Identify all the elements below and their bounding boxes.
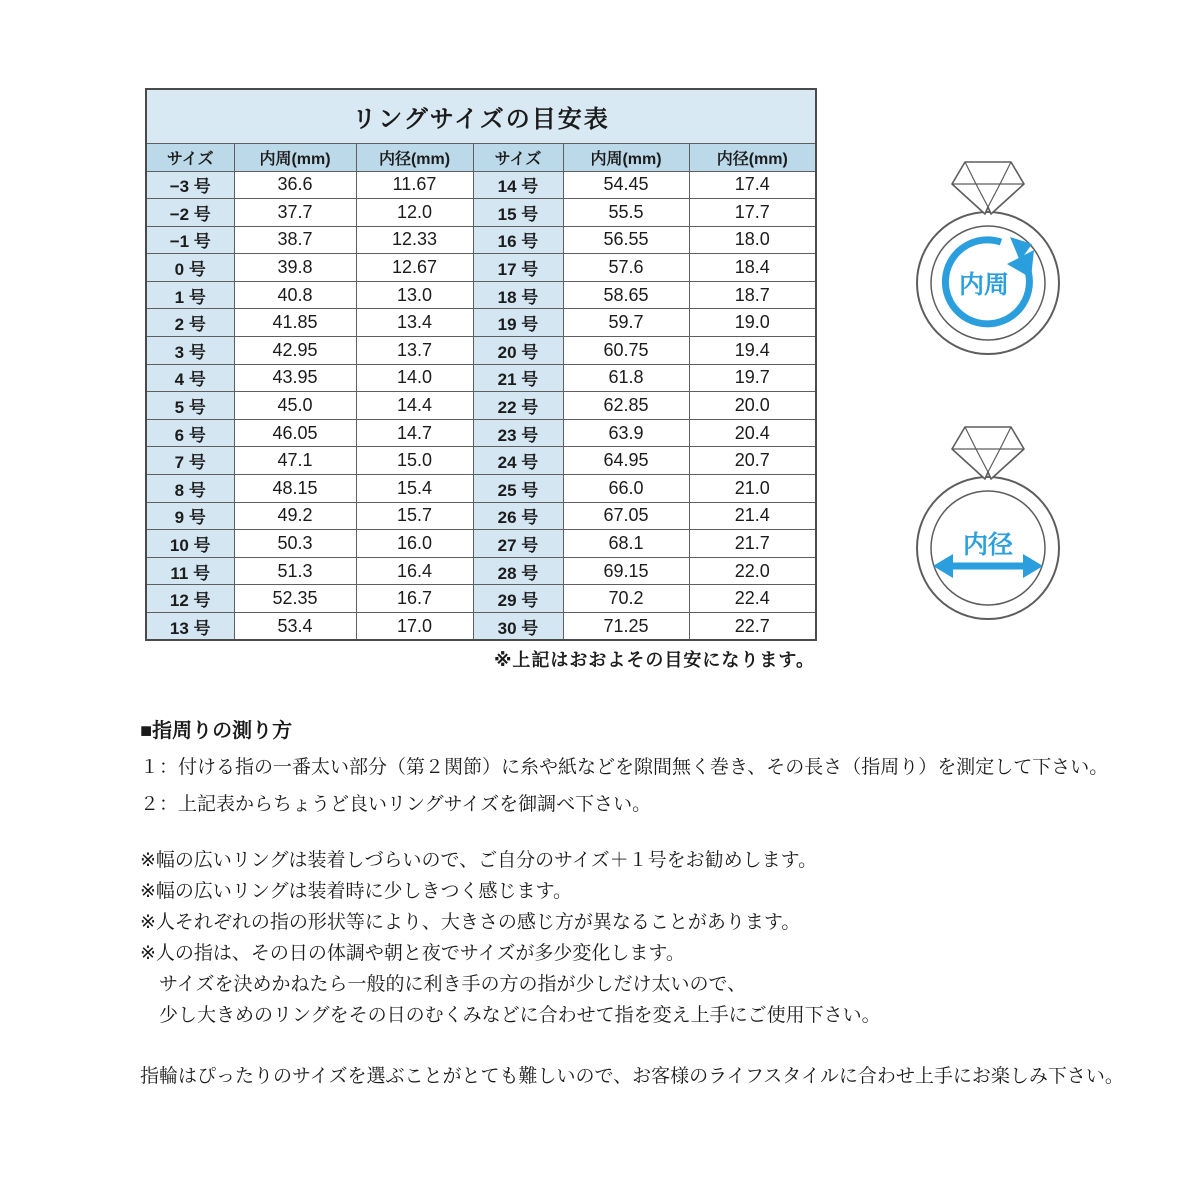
size-cell: 25 号: [473, 475, 563, 503]
value-cell: 16.4: [356, 557, 473, 585]
value-cell: 15.4: [356, 475, 473, 503]
column-header: 内径(mm): [689, 143, 816, 171]
column-header: 内径(mm): [356, 143, 473, 171]
value-cell: 71.25: [563, 613, 689, 641]
table-row: [146, 337, 816, 365]
value-cell: 56.55: [563, 226, 689, 254]
size-cell: 4 号: [146, 364, 234, 392]
value-cell: 19.0: [689, 309, 816, 337]
inner-circumference-label: 内周: [958, 271, 1010, 299]
value-cell: 17.7: [689, 199, 816, 227]
value-cell: 39.8: [234, 254, 356, 282]
ring-with-diameter-arrow-icon: [906, 415, 1070, 625]
column-header: サイズ: [146, 143, 234, 171]
value-cell: 14.7: [356, 419, 473, 447]
value-cell: 40.8: [234, 281, 356, 309]
measuring-step-2: ２：上記表からちょうど良いリングサイズを御調べ下さい。: [140, 794, 652, 815]
value-cell: 17.4: [689, 171, 816, 199]
ring-with-circumference-arrow-icon: [906, 150, 1070, 360]
column-header: 内周(mm): [234, 143, 356, 171]
size-cell: 24 号: [473, 447, 563, 475]
size-cell: −1 号: [146, 226, 234, 254]
value-cell: 18.4: [689, 254, 816, 282]
table-row: [146, 199, 816, 227]
size-cell: 3 号: [146, 337, 234, 365]
value-cell: 12.67: [356, 254, 473, 282]
inner-diameter-illustration: [906, 415, 1070, 625]
size-cell: 21 号: [473, 364, 563, 392]
size-cell: 14 号: [473, 171, 563, 199]
table-row: [146, 447, 816, 475]
table-row: [146, 309, 816, 337]
table-row: [146, 171, 816, 199]
value-cell: 41.85: [234, 309, 356, 337]
value-cell: 14.0: [356, 364, 473, 392]
table-row: [146, 475, 816, 503]
table-header-row: [146, 143, 816, 171]
size-cell: 15 号: [473, 199, 563, 227]
ring-size-table: [145, 88, 815, 641]
table-row: [146, 613, 816, 641]
value-cell: 59.7: [563, 309, 689, 337]
size-cell: 11 号: [146, 557, 234, 585]
value-cell: 11.67: [356, 171, 473, 199]
value-cell: 13.0: [356, 281, 473, 309]
value-cell: 48.15: [234, 475, 356, 503]
value-cell: 61.8: [563, 364, 689, 392]
value-cell: 13.4: [356, 309, 473, 337]
value-cell: 57.6: [563, 254, 689, 282]
table-note: ※上記はおおよその目安になります。: [493, 650, 815, 670]
value-cell: 16.7: [356, 585, 473, 613]
note-line: ※幅の広いリングは装着時に少しきつく感じます。: [140, 881, 573, 902]
table-row: [146, 392, 816, 420]
size-cell: 17 号: [473, 254, 563, 282]
table-row: [146, 419, 816, 447]
size-cell: 13 号: [146, 613, 234, 641]
table-row: [146, 226, 816, 254]
value-cell: 54.45: [563, 171, 689, 199]
size-cell: 8 号: [146, 475, 234, 503]
value-cell: 51.3: [234, 557, 356, 585]
value-cell: 36.6: [234, 171, 356, 199]
value-cell: 20.0: [689, 392, 816, 420]
size-cell: 20 号: [473, 337, 563, 365]
table-row: [146, 254, 816, 282]
value-cell: 20.7: [689, 447, 816, 475]
size-cell: 0 号: [146, 254, 234, 282]
value-cell: 22.7: [689, 613, 816, 641]
note-line: サイズを決めかねたら一般的に利き手の方の指が少しだけ太いので、: [140, 974, 747, 995]
size-cell: 29 号: [473, 585, 563, 613]
size-cell: 6 号: [146, 419, 234, 447]
size-cell: 19 号: [473, 309, 563, 337]
value-cell: 45.0: [234, 392, 356, 420]
value-cell: 20.4: [689, 419, 816, 447]
value-cell: 63.9: [563, 419, 689, 447]
note-line: 少し大きめのリングをその日のむくみなどに合わせて指を変え上手にご使用下さい。: [140, 1005, 881, 1026]
value-cell: 19.4: [689, 337, 816, 365]
table-row: [146, 530, 816, 558]
value-cell: 16.0: [356, 530, 473, 558]
value-cell: 37.7: [234, 199, 356, 227]
value-cell: 42.95: [234, 337, 356, 365]
value-cell: 69.15: [563, 557, 689, 585]
value-cell: 50.3: [234, 530, 356, 558]
measuring-heading: ■指周りの測り方: [140, 720, 293, 742]
value-cell: 68.1: [563, 530, 689, 558]
value-cell: 12.33: [356, 226, 473, 254]
size-cell: 1 号: [146, 281, 234, 309]
measuring-step-1: １：付ける指の一番太い部分（第２関節）に糸や紙などを隙間無く巻き、その長さ（指周り）を測定して下さい。: [140, 757, 1109, 778]
table-row: [146, 585, 816, 613]
value-cell: 55.5: [563, 199, 689, 227]
value-cell: 67.05: [563, 502, 689, 530]
size-cell: 7 号: [146, 447, 234, 475]
size-cell: 2 号: [146, 309, 234, 337]
value-cell: 19.7: [689, 364, 816, 392]
value-cell: 52.35: [234, 585, 356, 613]
column-header: サイズ: [473, 143, 563, 171]
value-cell: 15.7: [356, 502, 473, 530]
value-cell: 22.4: [689, 585, 816, 613]
value-cell: 47.1: [234, 447, 356, 475]
size-cell: 18 号: [473, 281, 563, 309]
note-line: ※人それぞれの指の形状等により、大きさの感じ方が異なることがあります。: [140, 912, 801, 933]
size-cell: 27 号: [473, 530, 563, 558]
inner-circumference-illustration: [906, 150, 1070, 360]
value-cell: 21.4: [689, 502, 816, 530]
value-cell: 66.0: [563, 475, 689, 503]
value-cell: 58.65: [563, 281, 689, 309]
size-cell: 30 号: [473, 613, 563, 641]
value-cell: 53.4: [234, 613, 356, 641]
size-cell: 10 号: [146, 530, 234, 558]
table-row: [146, 502, 816, 530]
size-cell: 23 号: [473, 419, 563, 447]
size-cell: 12 号: [146, 585, 234, 613]
value-cell: 17.0: [356, 613, 473, 641]
value-cell: 21.0: [689, 475, 816, 503]
value-cell: 60.75: [563, 337, 689, 365]
value-cell: 18.7: [689, 281, 816, 309]
value-cell: 13.7: [356, 337, 473, 365]
value-cell: 70.2: [563, 585, 689, 613]
size-cell: 28 号: [473, 557, 563, 585]
table-title: リングサイズの目安表: [146, 89, 816, 143]
size-cell: −2 号: [146, 199, 234, 227]
table-row: [146, 557, 816, 585]
size-cell: 16 号: [473, 226, 563, 254]
value-cell: 22.0: [689, 557, 816, 585]
value-cell: 46.05: [234, 419, 356, 447]
value-cell: 14.4: [356, 392, 473, 420]
value-cell: 62.85: [563, 392, 689, 420]
value-cell: 18.0: [689, 226, 816, 254]
note-line: ※幅の広いリングは装着しづらいので、ご自分のサイズ＋１号をお勧めします。: [140, 850, 818, 871]
value-cell: 12.0: [356, 199, 473, 227]
value-cell: 38.7: [234, 226, 356, 254]
value-cell: 49.2: [234, 502, 356, 530]
note-line: ※人の指は、その日の体調や朝と夜でサイズが多少変化します。: [140, 943, 685, 964]
table-row: [146, 281, 816, 309]
table-row: [146, 364, 816, 392]
size-cell: 9 号: [146, 502, 234, 530]
size-cell: −3 号: [146, 171, 234, 199]
column-header: 内周(mm): [563, 143, 689, 171]
value-cell: 43.95: [234, 364, 356, 392]
size-cell: 26 号: [473, 502, 563, 530]
closing-note: 指輪はぴったりのサイズを選ぶことがとても難しいので、お客様のライフスタイルに合わせ上手にお楽しみ下さい。: [140, 1066, 1124, 1087]
value-cell: 64.95: [563, 447, 689, 475]
value-cell: 15.0: [356, 447, 473, 475]
inner-diameter-label: 内径: [962, 531, 1014, 559]
value-cell: 21.7: [689, 530, 816, 558]
size-cell: 22 号: [473, 392, 563, 420]
size-cell: 5 号: [146, 392, 234, 420]
